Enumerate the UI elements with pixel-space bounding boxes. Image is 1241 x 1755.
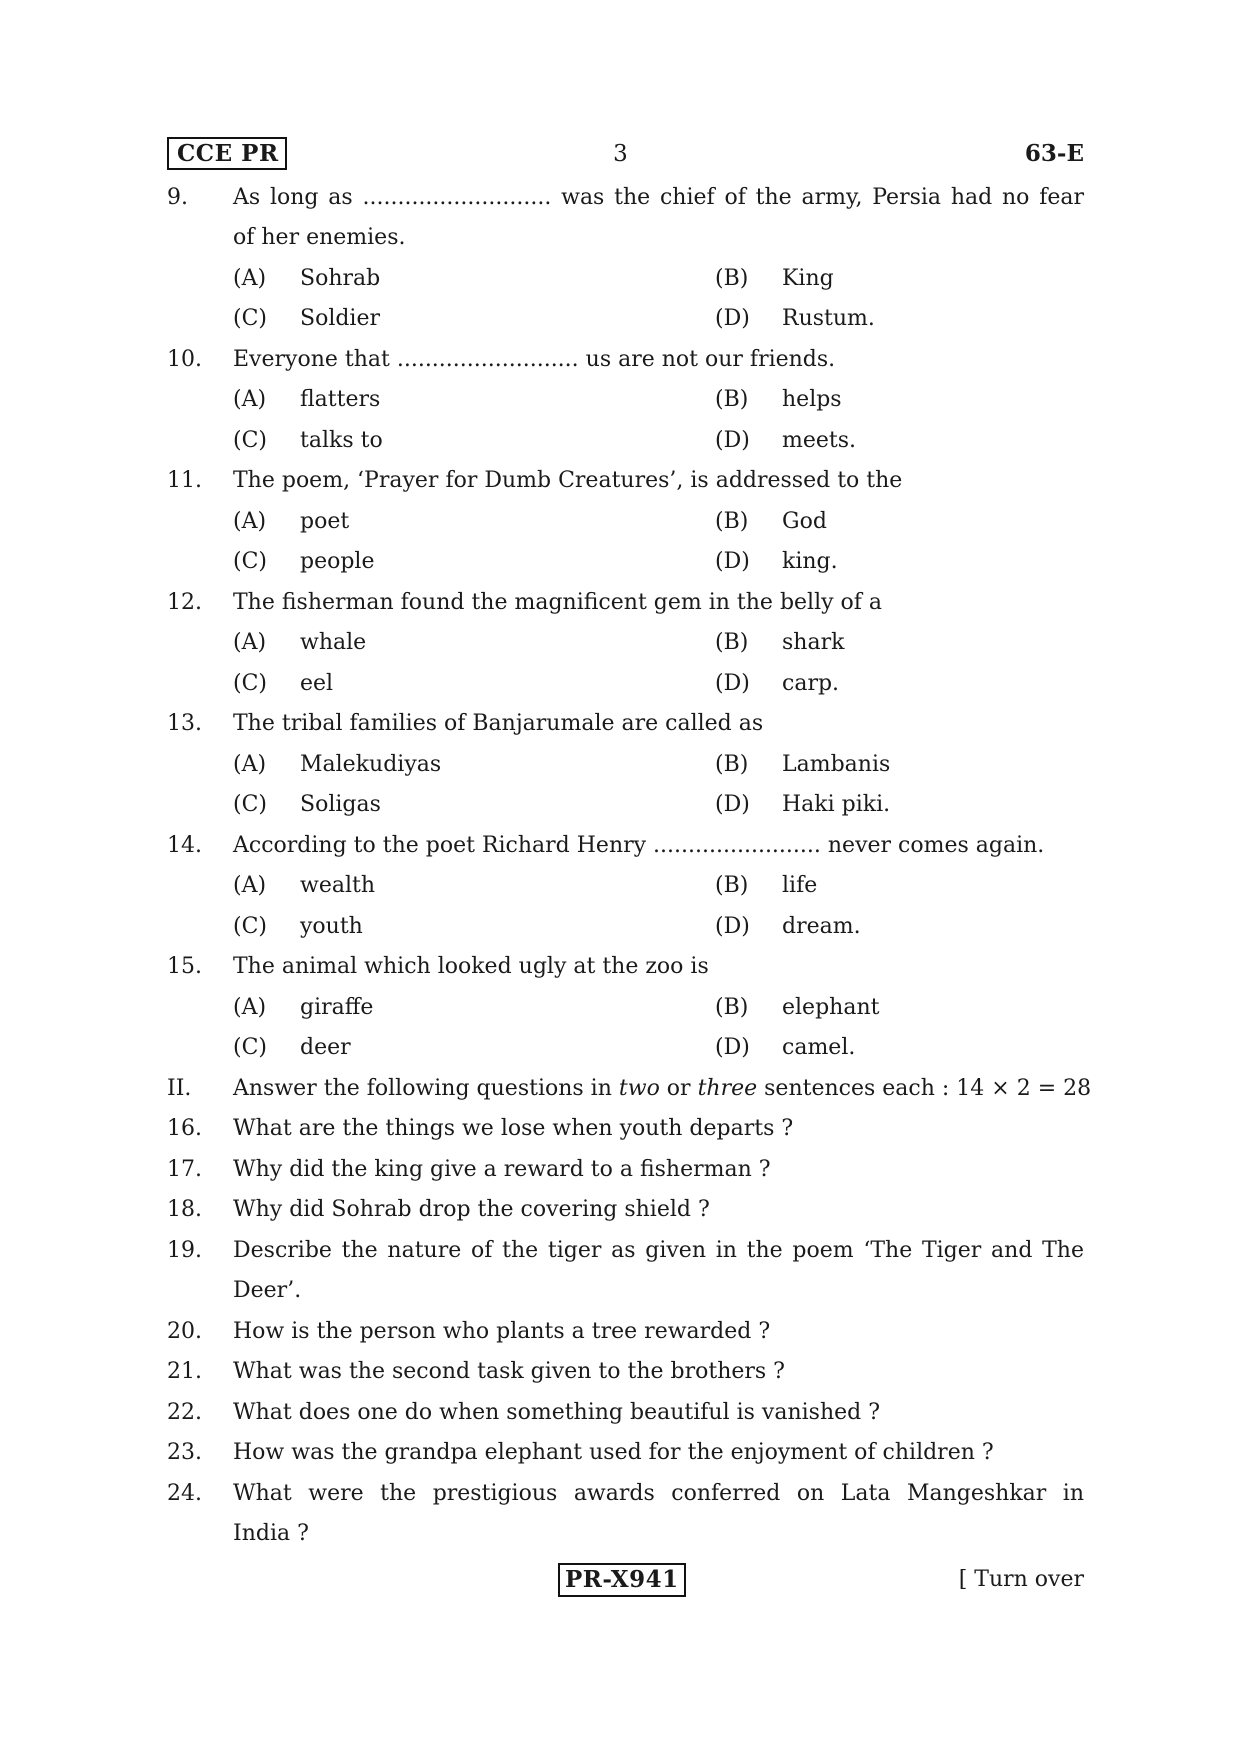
question-number: 14. — [167, 832, 202, 858]
option-text: camel. — [782, 1035, 856, 1061]
question-text: According to the poet Richard Henry ........................ never comes again. — [233, 832, 1045, 858]
options-row — [167, 623, 1084, 664]
question-text: What are the things we lose when youth departs ? — [233, 1116, 794, 1142]
options-row — [167, 1028, 1084, 1069]
option-text: shark — [782, 630, 845, 656]
header-right-code: 63-E — [1024, 140, 1084, 167]
options-row — [167, 785, 1084, 826]
option-a — [233, 266, 715, 291]
option-d — [715, 549, 838, 574]
option-text: life — [782, 873, 818, 899]
option-label: (B) — [715, 751, 749, 777]
option-text: elephant — [782, 994, 880, 1020]
question-text: The fisherman found the magnificent gem in the belly of a — [233, 589, 883, 615]
option-a — [233, 873, 715, 898]
question-23 — [167, 1433, 1084, 1474]
question-text: As long as ........................... was the chief of the army, Persia had no fear — [233, 184, 1084, 210]
option-text: deer — [300, 1035, 351, 1061]
option-text: whale — [300, 630, 367, 656]
option-label: (D) — [715, 792, 750, 818]
option-label: (D) — [715, 427, 750, 453]
question-number: 12. — [167, 589, 202, 615]
options-row — [167, 906, 1084, 947]
option-text: king. — [782, 549, 838, 575]
option-d — [715, 1035, 855, 1060]
option-label: (B) — [715, 508, 749, 534]
option-label: (A) — [233, 873, 267, 899]
option-text: poet — [300, 508, 350, 534]
section-2-instruction — [167, 1068, 1092, 1109]
option-b — [715, 995, 879, 1020]
options-row — [167, 542, 1084, 583]
question-19 — [167, 1230, 1084, 1271]
option-label: (A) — [233, 387, 267, 413]
option-text: flatters — [300, 387, 381, 413]
instruction-part: Answer the following questions in — [233, 1075, 619, 1101]
option-b — [715, 873, 817, 898]
option-a — [233, 630, 715, 655]
option-text: King — [782, 265, 834, 291]
option-label: (B) — [715, 265, 749, 291]
question-12 — [167, 582, 1084, 623]
question-text: What does one do when something beautiful is vanished ? — [233, 1399, 881, 1425]
header-left-code: CCE PR — [167, 137, 287, 170]
question-number: 24. — [167, 1480, 202, 1506]
option-c — [233, 914, 715, 939]
instruction-emphasis: two — [618, 1075, 660, 1101]
question-9 — [167, 177, 1084, 218]
question-number: 13. — [167, 711, 202, 737]
question-body — [167, 177, 1092, 1554]
question-text: The poem, ‘Prayer for Dumb Creatures’, is addressed to the — [233, 468, 903, 494]
instruction-part: or — [659, 1075, 698, 1101]
question-11 — [167, 461, 1084, 502]
question-text: Describe the nature of the tiger as given in the poem ‘The Tiger and The — [233, 1237, 1084, 1263]
question-22 — [167, 1392, 1084, 1433]
option-label: (A) — [233, 994, 267, 1020]
question-number: 19. — [167, 1237, 202, 1263]
question-text: Everyone that .......................... us are not our friends. — [233, 346, 836, 372]
question-number: 11. — [167, 468, 202, 494]
question-text: The animal which looked ugly at the zoo is — [233, 954, 709, 980]
question-number: 9. — [167, 184, 188, 210]
question-number: 20. — [167, 1318, 202, 1344]
instruction-emphasis: three — [697, 1075, 758, 1101]
option-label: (C) — [233, 427, 267, 453]
option-text: helps — [782, 387, 842, 413]
question-number: 22. — [167, 1399, 202, 1425]
option-d — [715, 792, 890, 817]
option-label: (C) — [233, 913, 267, 939]
options-row — [167, 866, 1084, 907]
option-label: (A) — [233, 508, 267, 534]
option-label: (A) — [233, 265, 267, 291]
option-c — [233, 428, 715, 453]
question-16 — [167, 1109, 1084, 1150]
option-text: Haki piki. — [782, 792, 891, 818]
option-label: (D) — [715, 913, 750, 939]
section-instruction-text — [233, 1076, 1091, 1101]
options-row — [167, 744, 1084, 785]
option-label: (B) — [715, 873, 749, 899]
question-13 — [167, 704, 1084, 745]
options-row — [167, 987, 1084, 1028]
option-d — [715, 671, 839, 696]
option-text: youth — [300, 913, 363, 939]
options-row — [167, 380, 1084, 421]
question-14 — [167, 825, 1084, 866]
option-label: (D) — [715, 670, 750, 696]
question-10 — [167, 339, 1084, 380]
option-text: Soldier — [300, 306, 381, 332]
option-text: Sohrab — [300, 265, 381, 291]
question-18 — [167, 1190, 1084, 1231]
option-label: (C) — [233, 1035, 267, 1061]
options-row — [167, 299, 1084, 340]
option-text: Rustum. — [782, 306, 875, 332]
option-text: wealth — [300, 873, 376, 899]
option-a — [233, 509, 715, 534]
question-17 — [167, 1149, 1084, 1190]
option-label: (B) — [715, 630, 749, 656]
option-text: people — [300, 549, 375, 575]
option-text: God — [782, 508, 827, 534]
option-label: (A) — [233, 751, 267, 777]
option-label: (D) — [715, 1035, 750, 1061]
option-c — [233, 306, 715, 331]
turn-over-note: [ Turn over — [958, 1567, 1084, 1592]
section-number: II. — [167, 1075, 192, 1101]
option-label: (C) — [233, 549, 267, 575]
option-text: dream. — [782, 913, 861, 939]
option-b — [715, 630, 844, 655]
question-20 — [167, 1311, 1084, 1352]
question-continuation: of her enemies. — [233, 225, 406, 251]
option-c — [233, 671, 715, 696]
option-label: (D) — [715, 306, 750, 332]
question-21 — [167, 1352, 1084, 1393]
option-d — [715, 428, 856, 453]
option-c — [233, 1035, 715, 1060]
instruction-part: sentences each : 14 × 2 = 28 — [757, 1075, 1092, 1101]
paper-code: PR-X941 — [558, 1563, 686, 1597]
question-text: How is the person who plants a tree rewarded ? — [233, 1318, 771, 1344]
option-text: Malekudiyas — [300, 751, 442, 777]
option-b — [715, 387, 842, 412]
options-row — [167, 501, 1084, 542]
option-c — [233, 792, 715, 817]
option-a — [233, 387, 715, 412]
options-row — [167, 258, 1084, 299]
option-text: Soligas — [300, 792, 381, 818]
option-text: eel — [300, 670, 334, 696]
question-number: 15. — [167, 954, 202, 980]
question-number: 17. — [167, 1156, 202, 1182]
question-number: 16. — [167, 1116, 202, 1142]
option-a — [233, 752, 715, 777]
question-continuation: India ? — [233, 1521, 309, 1547]
question-text: What were the prestigious awards conferred on Lata Mangeshkar in — [233, 1480, 1084, 1506]
question-continuation: Deer’. — [233, 1278, 302, 1304]
option-text: meets. — [782, 427, 857, 453]
option-a — [233, 995, 715, 1020]
option-text: giraffe — [300, 994, 374, 1020]
question-number: 23. — [167, 1440, 202, 1466]
option-text: talks to — [300, 427, 383, 453]
option-label: (C) — [233, 792, 267, 818]
option-label: (A) — [233, 630, 267, 656]
question-24 — [167, 1473, 1084, 1514]
option-label: (D) — [715, 549, 750, 575]
question-text: Why did the king give a reward to a fisherman ? — [233, 1156, 771, 1182]
page-number: 3 — [613, 141, 628, 167]
option-text: Lambanis — [782, 751, 891, 777]
question-text: How was the grandpa elephant used for the enjoyment of children ? — [233, 1440, 994, 1466]
question-number: 21. — [167, 1359, 202, 1385]
option-b — [715, 266, 834, 291]
options-row — [167, 663, 1084, 704]
option-b — [715, 752, 890, 777]
option-label: (C) — [233, 306, 267, 332]
option-d — [715, 914, 861, 939]
question-text: Why did Sohrab drop the covering shield ? — [233, 1197, 710, 1223]
option-label: (B) — [715, 994, 749, 1020]
option-label: (B) — [715, 387, 749, 413]
question-text: The tribal families of Banjarumale are called as — [233, 711, 764, 737]
question-text: What was the second task given to the brothers ? — [233, 1359, 785, 1385]
option-c — [233, 549, 715, 574]
question-number: 10. — [167, 346, 202, 372]
option-label: (C) — [233, 670, 267, 696]
question-15 — [167, 947, 1084, 988]
options-row — [167, 420, 1084, 461]
option-text: carp. — [782, 670, 840, 696]
question-number: 18. — [167, 1197, 202, 1223]
option-d — [715, 306, 875, 331]
option-b — [715, 509, 827, 534]
